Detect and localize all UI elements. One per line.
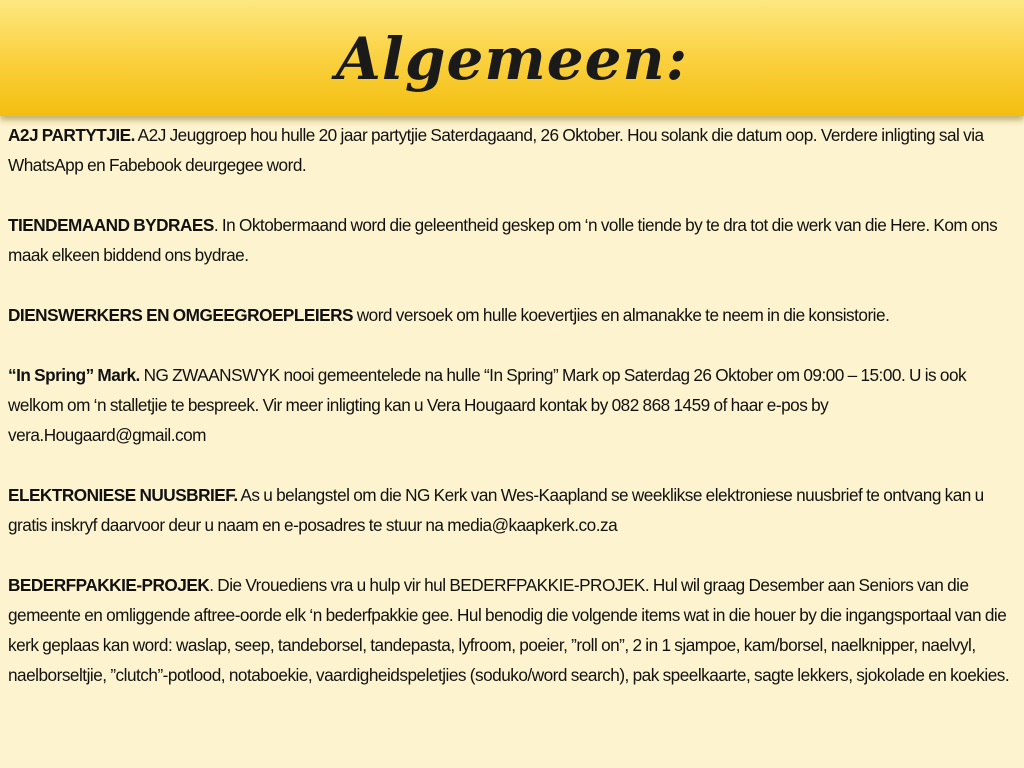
announcement-a2j-partytjie: [8, 120, 1013, 180]
announcement-text: . Die Vrouediens vra u hulp vir hul BEDERFPAKKIE-PROJEK. Hul wil graag Desember aan Seniors van die gemeente en omliggende aftree-oorde elk ‘n bederfpakkie gee. Hul benodig die volgende items wat in die houer by die ingangsportaal van die kerk geplaas kan word: waslap, seep, tandeborsel, tandepasta, lyfroom, poeier, ”roll on”, 2 in 1 sjampoe, kam/borsel, naelknipper, naelvyl, naelborseltjie, ”clutch”-potlood, notaboekie, vaardigheidspeletjies (soduko/word search), pak speelkaarte, sagte lekkers, sjokolade en koekies.: [8, 575, 1010, 685]
announcement-nuusbrief: [8, 480, 1013, 540]
page-title: Algemeen:: [335, 25, 689, 93]
announcement-heading: ELEKTRONIESE NUUSBRIEF.: [8, 485, 238, 505]
announcement-bederfpakkie: [8, 570, 1013, 690]
announcement-text: A2J Jeuggroep hou hulle 20 jaar partytjie Saterdagaand, 26 Oktober. Hou solank die datum oop. Verdere inligting sal via WhatsApp en Fabebook deurgegee word.: [8, 125, 984, 175]
announcement-heading: A2J PARTYTJIE.: [8, 125, 135, 145]
announcement-heading: TIENDEMAAND BYDRAES: [8, 215, 214, 235]
announcement-tiendemaand: [8, 210, 1013, 270]
announcement-heading: DIENSWERKERS EN OMGEEGROEPLEIERS: [8, 305, 353, 325]
announcement-in-spring-mark: [8, 360, 1013, 450]
announcement-heading: “In Spring” Mark.: [8, 365, 140, 385]
title-banner: [0, 0, 1024, 116]
announcement-text: NG ZWAANSWYK nooi gemeentelede na hulle “In Spring” Mark op Saterdag 26 Oktober om 09:00 – 15:00. U is ook welkom om ‘n stalletjie te bespreek. Vir meer inligting kan u Vera Hougaard kontak by 082 868 1459 of haar e-pos by vera.Hougaard@gmail.com: [8, 365, 967, 445]
announcement-dienswerkers: [8, 300, 1013, 330]
announcement-heading: BEDERFPAKKIE-PROJEK: [8, 575, 210, 595]
announcements-list: [8, 120, 1013, 690]
announcement-text: word versoek om hulle koevertjies en almanakke te neem in die konsistorie.: [352, 305, 890, 325]
announcement-text: As u belangstel om die NG Kerk van Wes-Kaapland se weeklikse elektroniese nuusbrief te ontvang kan u gratis inskryf daarvoor deur u naam en e-posadres te stuur na media@kaapkerk.co.za: [8, 485, 984, 535]
announcement-text: . In Oktobermaand word die geleentheid geskep om ‘n volle tiende by te dra tot die werk van die Here. Kom ons maak elkeen biddend ons bydrae.: [8, 215, 998, 265]
